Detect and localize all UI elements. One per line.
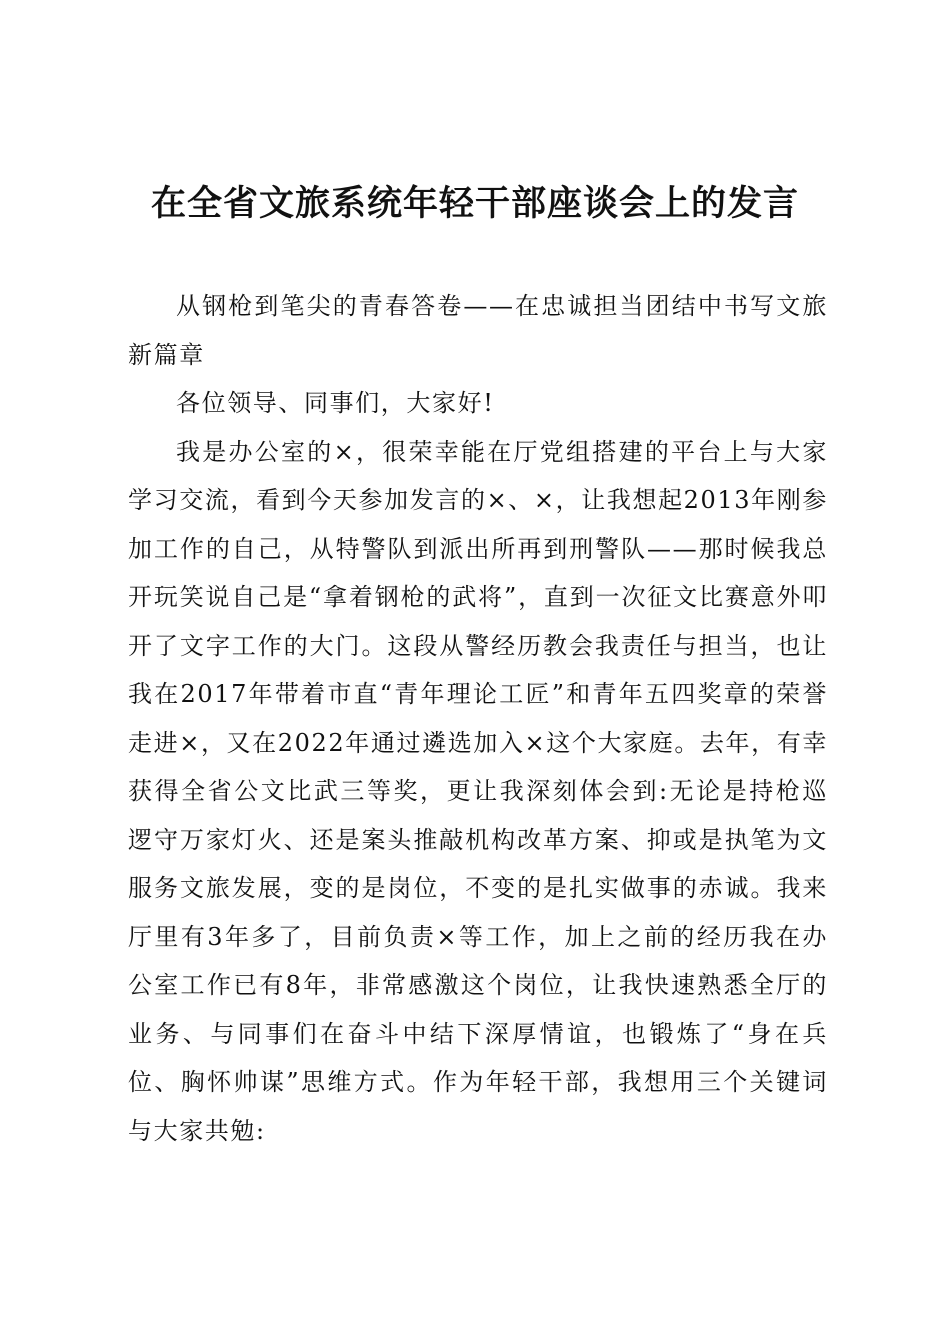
document-title: 在全省文旅系统年轻干部座谈会上的发言 (150, 183, 799, 224)
body-paragraph-1: 我是办公室的×，很荣幸能在厅党组搭建的平台上与大家学习交流，看到今天参加发言的×、×，让我想起2013年刚参加工作的自己，从特警队到派出所再到刑警队——那时候我总开玩笑说自己是“拿着钢枪的武将”，直到一次征文比赛意外叩开了文字工作的大门。这段从警经历教会我责任与担当，也让我在2017年带着市直“青年理论工匠”和青年五四奖章的荣誉走进×，又在2022年通过遴选加入×这个大家庭。去年，有幸获得全省公文比武三等奖，更让我深刻体会到:无论是持枪巡逻守万家灯火、还是案头推敲机构改革方案、抑或是执笔为文服务文旅发展，变的是岗位，不变的是扎实做事的赤诚。我来厅里有3年多了，目前负责×等工作，加上之前的经历我在办公室工作已有8年，非常感激这个岗位，让我快速熟悉全厅的业务、与同事们在奋斗中结下深厚情谊，也锻炼了“身在兵位、胸怀帅谋”思维方式。作为年轻干部，我想用三个关键词与大家共勉: (128, 437, 828, 1145)
document-body (128, 282, 828, 1155)
subtitle-paragraph: 从钢枪到笔尖的青春答卷——在忠诚担当团结中书写文旅新篇章 (128, 292, 828, 369)
greeting-paragraph: 各位领导、同事们，大家好! (176, 389, 495, 417)
